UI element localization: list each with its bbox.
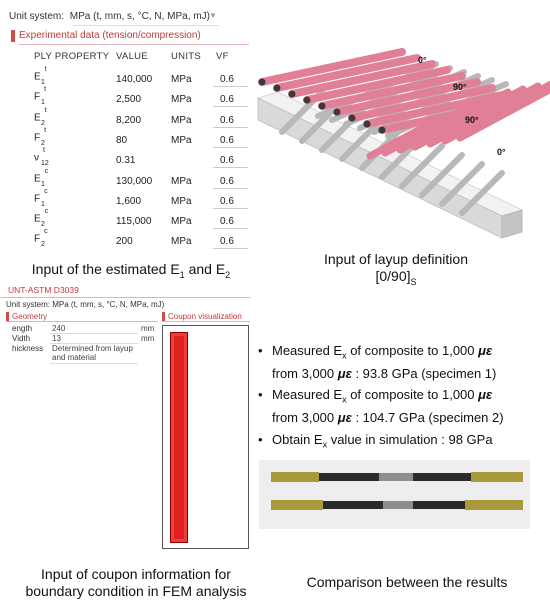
property-unit: MPa: [171, 115, 192, 126]
vf-input[interactable]: 0.6: [213, 196, 248, 209]
property-unit: MPa: [171, 135, 192, 146]
fiber-end: [319, 103, 326, 110]
visualization-rule: [162, 321, 250, 322]
specimen-2-gauge: [383, 501, 413, 509]
ply-label-3: 90°: [465, 115, 479, 125]
property-unit: MPa: [171, 216, 192, 227]
width-unit: mm: [141, 334, 155, 343]
symbol-base: E: [34, 213, 41, 225]
property-unit: MPa: [171, 176, 192, 187]
vf-input[interactable]: 0.6: [213, 155, 248, 168]
bullet-text-part: Measured E: [272, 387, 343, 402]
coupon-specimen: [170, 332, 188, 543]
caption-text: Input of the estimated E: [31, 261, 180, 277]
vf-input[interactable]: 0.6: [213, 115, 248, 128]
vf-input[interactable]: 0.6: [213, 135, 248, 148]
caption-estimated-e: [0, 261, 262, 284]
specimen-2-tab-right: [465, 500, 523, 510]
property-value[interactable]: 200: [116, 236, 133, 247]
bullet-text: [272, 431, 493, 454]
thickness-value: Determined from layup and material: [52, 344, 133, 362]
coupon-unit-row: [6, 300, 164, 309]
bullet-sub: x: [342, 350, 347, 361]
specimen-1-gauge: [379, 473, 413, 481]
section-title-experimental: Experimental data (tension/compression): [19, 30, 201, 41]
symbol-sub: 12: [41, 160, 49, 168]
caption-coupon-line2: boundary condition in FEM analysis: [25, 583, 247, 599]
fiber-end: [304, 97, 311, 104]
fiber-end: [334, 109, 341, 116]
visualization-marker: [162, 312, 165, 321]
symbol-sup: c: [44, 228, 48, 235]
symbol-sub: 1: [41, 79, 45, 87]
length-underline: [50, 333, 138, 334]
bullet-text-part: Measured E: [272, 343, 343, 358]
ply-label-2: 90°: [453, 82, 467, 92]
unit-system-row: [9, 11, 224, 27]
fiber-end: [379, 127, 386, 134]
caption-coupon-line1: Input of coupon information for: [41, 566, 231, 582]
ply-label-1: 0°: [418, 55, 427, 65]
geometry-rule: [6, 321, 158, 322]
coupon-title-rule: [0, 297, 250, 298]
header-value: VALUE: [116, 51, 148, 62]
caption-sub: 2: [225, 269, 231, 280]
section-rule: [19, 44, 249, 45]
bullet-text: [272, 342, 496, 382]
coupon-unit-select[interactable]: MPa (t, mm, s, °C, N, MPa, mJ): [52, 300, 165, 309]
caption-text: [0/90]: [375, 268, 411, 284]
property-value[interactable]: 130,000: [116, 176, 153, 187]
bullet-text-part: : 93.8 GPa (specimen 1): [351, 365, 497, 381]
symbol-sup: t: [44, 127, 47, 134]
unit-system-select[interactable]: MPa (t, mm, s, °C, N, MPa, mJ): [69, 11, 210, 22]
specimen-1-tab-left: [271, 472, 319, 482]
geometry-marker: [6, 312, 9, 321]
header-units: UNITS: [171, 51, 201, 62]
layup-figure: [252, 38, 550, 248]
microstrain-symbol: με: [337, 365, 352, 381]
caption-layup-line1: Input of layup definition: [324, 251, 468, 267]
property-value[interactable]: 1,600: [116, 196, 142, 207]
bullet-dot: •: [258, 387, 263, 402]
coupon-unit-label: Unit system:: [6, 300, 51, 309]
bullet-text-part: : 104.7 GPa (specimen 2): [351, 409, 504, 425]
caption-coupon: [0, 566, 272, 600]
property-value[interactable]: 140,000: [116, 74, 153, 85]
symbol-sup: c: [44, 208, 49, 215]
vf-input[interactable]: 0.6: [213, 74, 248, 87]
fiber-end: [364, 121, 371, 128]
caption-sub: 1: [179, 269, 185, 280]
property-symbol: [34, 228, 48, 259]
visualization-title: Coupon visualization: [168, 312, 242, 321]
bullet-text-part: Obtain E: [272, 432, 323, 447]
unit-system-label: Unit system:: [9, 11, 65, 22]
property-value[interactable]: 0.31: [116, 155, 136, 166]
fiber-end: [349, 115, 356, 122]
bullet-dot: •: [258, 432, 263, 447]
specimen-2-tab-left: [271, 500, 323, 510]
vf-input[interactable]: 0.6: [213, 236, 248, 249]
coupon-panel-title: UNT-ASTM D3039: [8, 285, 79, 295]
symbol-base: E: [34, 173, 41, 185]
bullet-text: [272, 386, 504, 426]
caption-sub: S: [410, 276, 417, 287]
bullet-text-part: from 3,000: [272, 409, 338, 425]
symbol-sub: 1: [41, 181, 45, 189]
ply-label-4: 0°: [497, 147, 506, 157]
symbol-base: ν: [34, 152, 39, 164]
geometry-title: Geometry: [12, 312, 48, 321]
microstrain-symbol: με: [478, 343, 493, 358]
symbol-sub: 2: [41, 120, 45, 128]
width-input[interactable]: 13: [52, 334, 61, 343]
specimen-photo: [259, 460, 530, 529]
bullet-text-part: value in simulation : 98 GPa: [327, 432, 493, 447]
fiber-end: [274, 85, 281, 92]
unit-underline: [73, 25, 219, 26]
vf-input[interactable]: 0.6: [213, 216, 248, 229]
symbol-sup: c: [44, 168, 49, 175]
bullet-sub: x: [342, 394, 347, 405]
photo-background: [259, 460, 530, 529]
specimen-1-tab-right: [471, 472, 523, 482]
header-vf: VF: [216, 51, 229, 62]
symbol-base: F: [34, 132, 41, 144]
symbol-sup: c: [44, 188, 48, 195]
caption-comparison: Comparison between the results: [306, 574, 508, 590]
microstrain-symbol: με: [478, 387, 493, 402]
property-unit: MPa: [171, 94, 192, 105]
property-value[interactable]: 2,500: [116, 94, 142, 105]
bullet-text-part: of composite to 1,000: [346, 343, 479, 358]
caption-layup-line2: [296, 268, 496, 291]
property-unit: MPa: [171, 196, 192, 207]
width-label: Vidth: [12, 334, 31, 343]
length-input[interactable]: 240: [52, 324, 66, 333]
section-marker: [11, 30, 15, 42]
bullet-dot: •: [258, 343, 263, 358]
property-value[interactable]: 80: [116, 135, 128, 146]
symbol-sup: t: [43, 147, 45, 154]
caption-text: and E: [184, 261, 226, 277]
symbol-sup: t: [44, 66, 47, 73]
symbol-base: E: [34, 112, 41, 124]
symbol-base: F: [34, 233, 41, 245]
thickness-underline: [50, 363, 138, 364]
symbol-sub: 2: [41, 221, 45, 229]
fiber-end: [259, 79, 266, 86]
symbol-sup: t: [44, 107, 47, 114]
vf-input[interactable]: 0.6: [213, 94, 248, 107]
result-bullet-2: [258, 386, 548, 425]
property-value[interactable]: 8,200: [116, 115, 142, 126]
microstrain-symbol: με: [337, 409, 352, 425]
bullet-sub: x: [322, 439, 328, 450]
fiber-end: [289, 91, 296, 98]
length-unit: mm: [141, 324, 155, 333]
property-value[interactable]: 115,000: [116, 216, 152, 227]
symbol-sub: 1: [41, 201, 45, 209]
property-unit: MPa: [171, 74, 192, 85]
symbol-sub: 2: [41, 241, 45, 249]
chevron-down-icon[interactable]: ▼: [209, 11, 217, 20]
vf-input[interactable]: 0.6: [213, 176, 248, 189]
symbol-sub: 1: [41, 99, 45, 107]
result-bullet-3: [258, 431, 548, 449]
header-ply-property: PLY PROPERTY: [34, 51, 110, 62]
result-bullet-1: [258, 342, 548, 381]
symbol-sup: t: [44, 86, 47, 93]
symbol-base: E: [34, 71, 41, 83]
length-label: ength: [12, 324, 33, 333]
bullet-text-part: of composite to 1,000: [346, 387, 479, 402]
bullet-text-part: from 3,000: [272, 365, 338, 381]
symbol-base: F: [34, 91, 41, 103]
caption-layup: [296, 251, 496, 291]
thickness-label: hickness: [12, 344, 44, 353]
symbol-base: F: [34, 193, 41, 205]
symbol-sub: 2: [41, 140, 45, 148]
property-unit: MPa: [171, 236, 192, 247]
